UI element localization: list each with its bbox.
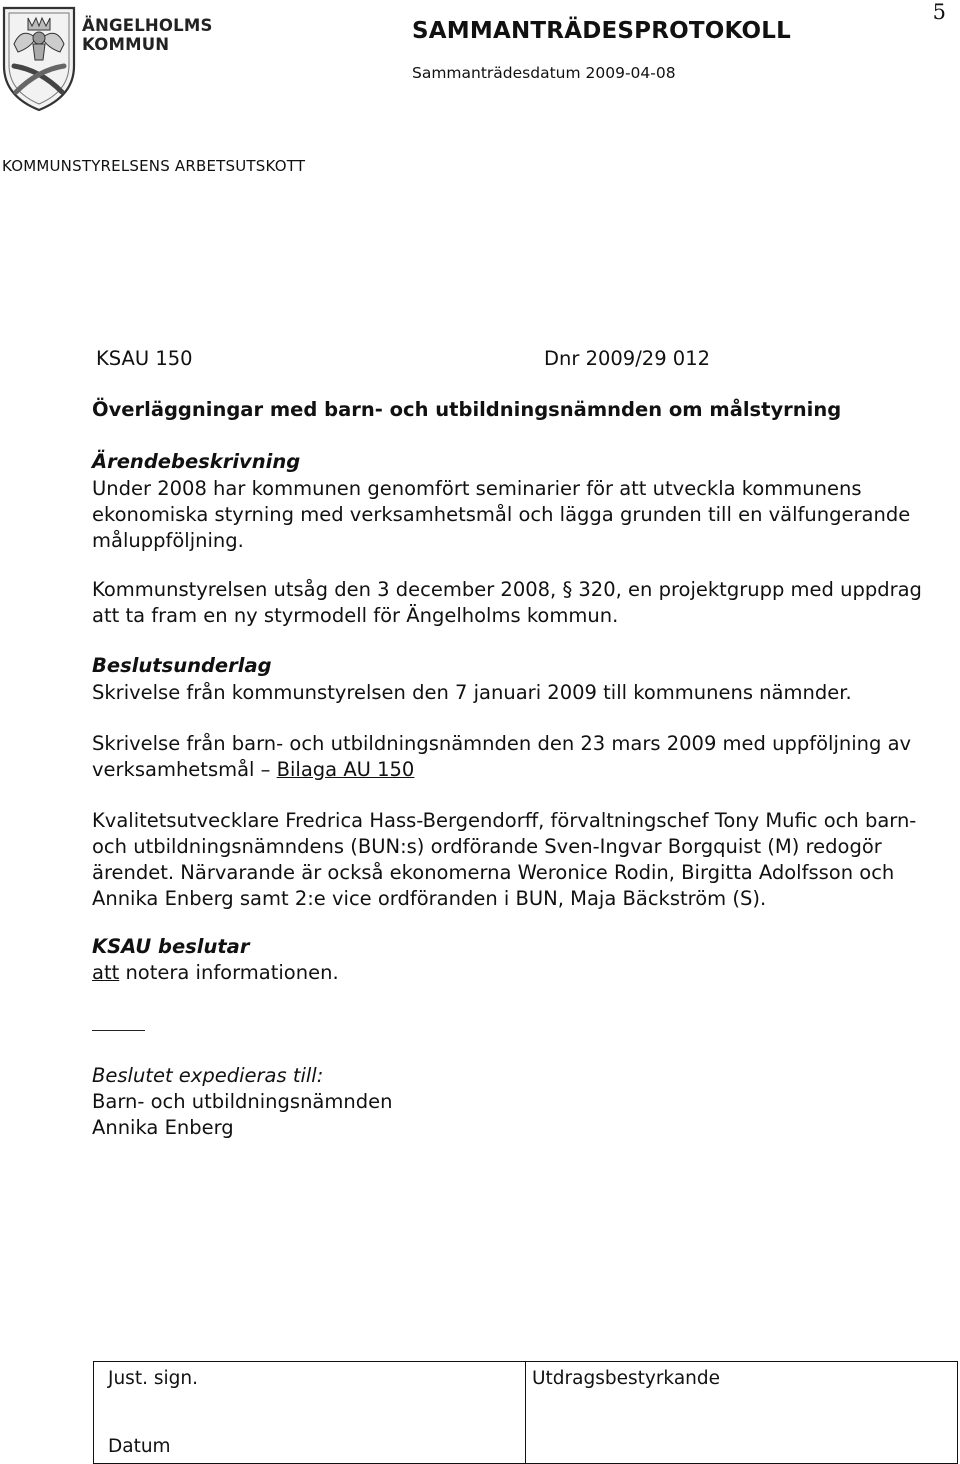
text-line: måluppföljning. [92, 529, 244, 552]
description-paragraph-1 [92, 476, 910, 554]
meeting-date: Sammanträdesdatum 2009-04-08 [412, 64, 676, 82]
basis-paragraph-3 [92, 808, 916, 912]
just-sign-cell[interactable] [94, 1362, 526, 1464]
certification-label: Utdragsbestyrkande [532, 1368, 721, 1389]
registry-number: Dnr 2009/29 012 [544, 347, 711, 370]
text-line: Kommunstyrelsen utsåg den 3 december 2008, § 320, en projektgrupp med uppdrag [92, 578, 922, 601]
logo-line-1: ÄNGELHOLMS [82, 16, 213, 35]
basis-paragraph-2 [92, 731, 911, 783]
text-line: och utbildningsnämndens (BUN:s) ordförande Sven-Ingvar Borgquist (M) redogör [92, 835, 882, 858]
attachment-reference: Bilaga AU 150 [276, 758, 415, 781]
text-line: Annika Enberg samt 2:e vice ordföranden i BUN, Maja Bäckström (S). [92, 887, 767, 910]
basis-heading: Beslutsunderlag [92, 654, 272, 677]
distribution-heading: Beslutet expedieras till: [92, 1064, 324, 1087]
committee-name: KOMMUNSTYRELSENS ARBETSUTSKOTT [2, 157, 306, 175]
text-segment: verksamhetsmål – [92, 758, 277, 781]
text-line: ärendet. Närvarande är också ekonomerna Weronice Rodin, Birgitta Adolfsson och [92, 861, 895, 884]
section-divider [92, 1030, 145, 1031]
text-line: att ta fram en ny styrmodell för Ängelholms kommun. [92, 604, 619, 627]
description-heading: Ärendebeskrivning [92, 450, 301, 473]
decision-heading: KSAU beslutar [92, 935, 250, 958]
decision-body: notera informationen. [119, 961, 339, 984]
text-line: ekonomiska styrning med verksamhetsmål och lägga grunden till en välfungerande [92, 503, 911, 526]
description-paragraph-2 [92, 577, 922, 629]
text-line: Under 2008 har kommunen genomfört seminarier för att utveckla kommunens [92, 477, 862, 500]
signature-table [93, 1361, 958, 1464]
basis-paragraph-1: Skrivelse från kommunstyrelsen den 7 januari 2009 till kommunens nämnder. [92, 681, 852, 704]
distribution-list [92, 1089, 392, 1141]
decision-text [92, 960, 339, 986]
municipality-logo-text [82, 16, 213, 54]
logo-line-2: KOMMUN [82, 35, 170, 54]
coat-of-arms-icon [0, 4, 78, 112]
certification-cell[interactable] [526, 1362, 958, 1464]
text-line: Kvalitetsutvecklare Fredrica Hass-Bergendorff, förvaltningschef Tony Mufic och barn- [92, 809, 917, 832]
document-title: SAMMANTRÄDESPROTOKOLL [412, 18, 791, 44]
item-title: Överläggningar med barn- och utbildningsnämnden om målstyrning [92, 398, 842, 421]
text-line: Skrivelse från barn- och utbildningsnämnden den 23 mars 2009 med uppföljning av [92, 732, 912, 755]
decision-att: att [92, 961, 120, 984]
paragraph-number: KSAU 150 [96, 347, 193, 370]
date-label: Datum [108, 1436, 171, 1457]
recipient: Barn- och utbildningsnämnden [92, 1090, 393, 1113]
text-line [92, 757, 911, 783]
just-sign-label: Just. sign. [108, 1368, 198, 1389]
recipient: Annika Enberg [92, 1116, 234, 1139]
page-number: 5 [932, 0, 946, 24]
